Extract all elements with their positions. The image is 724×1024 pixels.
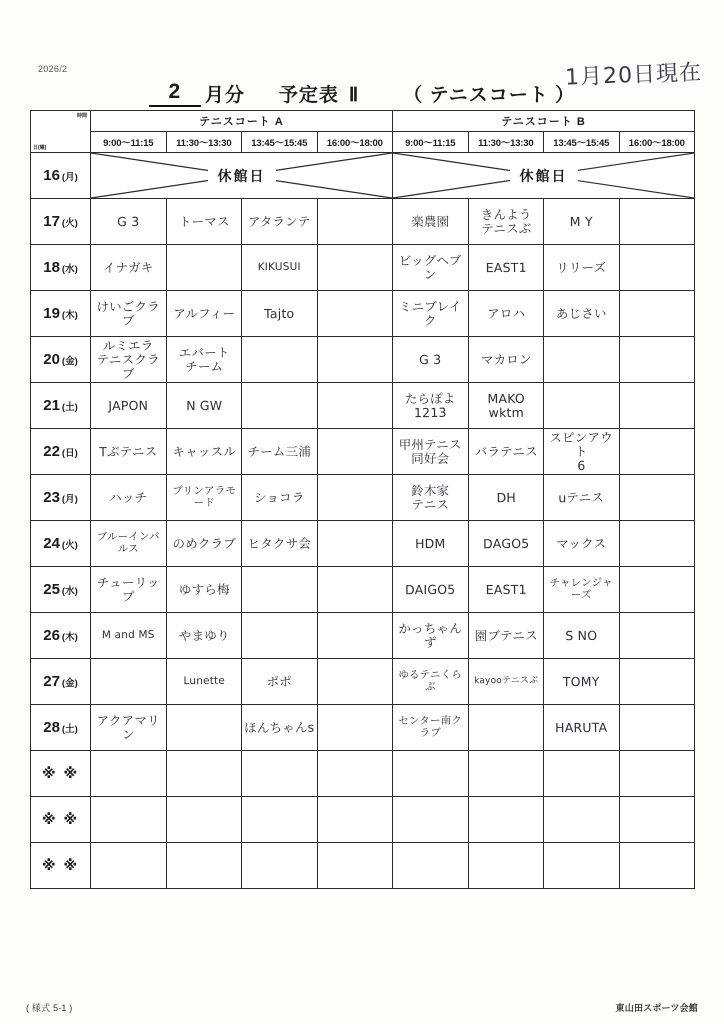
table-row xyxy=(31,337,695,383)
unavailable-slot-cell xyxy=(619,521,695,567)
title-doc-type: 予定表 xyxy=(278,85,339,106)
booking-name: ミニブレイク xyxy=(398,298,462,328)
row-day-of-week: (水) xyxy=(61,586,78,597)
booking-cell xyxy=(242,291,318,337)
booking-name: イナガキ xyxy=(102,259,154,275)
empty-slot-cell xyxy=(544,383,620,429)
booking-name: たらぽよ 1213 xyxy=(404,390,456,420)
unavailable-slot-cell xyxy=(317,797,393,843)
row-day-number: 19 xyxy=(43,305,60,322)
booking-name: アタランテ xyxy=(247,213,311,229)
row-date-cell xyxy=(31,383,91,429)
title-facility-type: （ テニスコート ） xyxy=(403,85,576,106)
slot-header-row xyxy=(31,132,695,153)
booking-name: ルミエラ テニスクラブ xyxy=(96,337,160,381)
row-day-number: 28 xyxy=(43,719,60,736)
row-date-cell xyxy=(31,659,91,705)
booking-cell xyxy=(393,521,469,567)
unavailable-slot-cell xyxy=(91,797,167,843)
booking-cell xyxy=(91,521,167,567)
row-date-cell xyxy=(31,797,91,843)
row-date-cell xyxy=(31,153,91,199)
unavailable-slot-cell xyxy=(317,475,393,521)
booking-cell xyxy=(166,383,242,429)
row-day-number: 20 xyxy=(43,351,60,368)
empty-slot-cell xyxy=(242,337,318,383)
booking-name: 鈴木家 テニス xyxy=(411,482,450,512)
slot-header-b-3: 13:45～15:45 xyxy=(544,132,620,153)
booking-name: N GW xyxy=(185,397,222,413)
booking-name: uテニス xyxy=(558,489,605,505)
booking-cell xyxy=(166,199,242,245)
booking-cell xyxy=(393,705,469,751)
row-mark-symbol: ※ ※ xyxy=(41,811,80,827)
unavailable-slot-cell xyxy=(317,337,393,383)
unavailable-slot-cell xyxy=(619,659,695,705)
booking-cell xyxy=(242,521,318,567)
booking-name: チーム三浦 xyxy=(247,443,312,459)
row-day-of-week: (金) xyxy=(61,678,78,689)
row-day-number: 16 xyxy=(43,167,60,184)
booking-cell xyxy=(393,475,469,521)
unavailable-slot-cell xyxy=(242,797,318,843)
booking-name: S NO xyxy=(565,627,598,643)
booking-cell xyxy=(166,521,242,567)
row-day-of-week: (日) xyxy=(61,448,78,459)
booking-name: プリンアラモード xyxy=(171,484,236,509)
booking-name: きんよう テニスぶ xyxy=(480,206,532,236)
table-row xyxy=(31,567,695,613)
unavailable-slot-cell xyxy=(242,751,318,797)
booking-name: HARUTA xyxy=(555,719,608,735)
booking-name: エバート チーム xyxy=(178,344,230,374)
booking-cell xyxy=(91,613,167,659)
unavailable-slot-cell xyxy=(619,797,695,843)
empty-slot-cell xyxy=(166,705,242,751)
unavailable-slot-cell xyxy=(619,245,695,291)
unavailable-slot-cell xyxy=(619,429,695,475)
form-code: ( 様式 5-1 ) xyxy=(26,1003,73,1013)
booking-cell xyxy=(544,613,620,659)
booking-name: キャッスル xyxy=(171,443,236,459)
schedule-table xyxy=(30,110,695,889)
booking-name: ポポ xyxy=(266,673,293,689)
unavailable-slot-cell xyxy=(317,383,393,429)
booking-name: HDM xyxy=(414,535,446,551)
row-day-of-week: (土) xyxy=(61,724,78,735)
booking-cell xyxy=(166,429,242,475)
booking-cell xyxy=(468,613,544,659)
booking-cell xyxy=(393,383,469,429)
row-date-cell xyxy=(31,245,91,291)
empty-slot-cell xyxy=(242,567,318,613)
row-day-of-week: (水) xyxy=(61,264,78,275)
row-day-of-week: (木) xyxy=(61,310,78,321)
table-row xyxy=(31,475,695,521)
table-row xyxy=(31,613,695,659)
unavailable-slot-cell xyxy=(166,843,242,889)
booking-name: けいごクラブ xyxy=(96,298,160,328)
booking-name: EAST1 xyxy=(485,581,527,597)
closed-day-label: 休館日 xyxy=(208,166,276,186)
row-date-cell xyxy=(31,567,91,613)
slot-header-a-3: 13:45～15:45 xyxy=(242,132,318,153)
empty-slot-cell xyxy=(91,659,167,705)
row-day-number: 27 xyxy=(43,673,60,690)
booking-name: マックス xyxy=(556,535,607,551)
booking-cell xyxy=(544,199,620,245)
booking-name: 楽農園 xyxy=(411,213,450,229)
slot-header-a-4: 16:00～18:00 xyxy=(317,132,393,153)
booking-name: EAST1 xyxy=(485,259,527,275)
empty-slot-cell xyxy=(544,337,620,383)
unavailable-slot-cell xyxy=(317,291,393,337)
booking-cell xyxy=(544,521,620,567)
corner-header-cell xyxy=(31,111,91,153)
booking-cell xyxy=(544,245,620,291)
row-date-cell xyxy=(31,291,91,337)
unavailable-slot-cell xyxy=(91,751,167,797)
booking-cell xyxy=(544,659,620,705)
document-date-stamp: 2026/2 xyxy=(38,64,68,74)
booking-cell xyxy=(393,291,469,337)
table-row xyxy=(31,383,695,429)
unavailable-slot-cell xyxy=(468,751,544,797)
booking-name: Tぶテニス xyxy=(99,443,158,459)
row-day-of-week: (火) xyxy=(61,540,78,551)
booking-name: DAGO5 xyxy=(482,535,529,551)
row-mark-symbol: ※ ※ xyxy=(41,857,80,873)
booking-name: kayooテニスぶ xyxy=(473,676,538,687)
unavailable-slot-cell xyxy=(166,797,242,843)
handwritten-as-of-date: 1月20日現在 xyxy=(564,60,703,91)
booking-name: KIKUSUI xyxy=(257,260,301,273)
booking-name: ヒタクサ会 xyxy=(247,535,312,551)
booking-cell xyxy=(393,659,469,705)
table-header xyxy=(31,111,695,153)
unavailable-slot-cell xyxy=(317,567,393,613)
unavailable-slot-cell xyxy=(317,429,393,475)
unavailable-slot-cell xyxy=(317,659,393,705)
slot-header-a-2: 11:30～13:30 xyxy=(166,132,242,153)
unavailable-slot-cell xyxy=(317,613,393,659)
empty-slot-cell xyxy=(242,613,318,659)
empty-slot-cell xyxy=(242,383,318,429)
table-body xyxy=(31,153,695,889)
booking-cell xyxy=(544,475,620,521)
row-day-of-week: (土) xyxy=(61,402,78,413)
booking-name: スピンアウト 6 xyxy=(549,429,613,473)
row-date-cell xyxy=(31,521,91,567)
unavailable-slot-cell xyxy=(393,797,469,843)
booking-cell xyxy=(91,475,167,521)
table-row xyxy=(31,521,695,567)
booking-name: TOMY xyxy=(562,673,600,689)
table-row xyxy=(31,199,695,245)
row-day-number: 22 xyxy=(43,443,60,460)
table-row xyxy=(31,751,695,797)
title-numeral: Ⅱ xyxy=(348,85,360,106)
title-month-suffix: 月分 xyxy=(204,85,245,106)
booking-cell xyxy=(393,199,469,245)
row-date-cell xyxy=(31,429,91,475)
table-row xyxy=(31,153,695,199)
booking-name: 甲州テニス 同好会 xyxy=(398,436,462,466)
booking-cell xyxy=(468,659,544,705)
booking-name: JAPON xyxy=(108,397,149,413)
booking-name: マカロン xyxy=(480,351,532,367)
booking-name: M Y xyxy=(569,213,593,229)
booking-cell xyxy=(91,337,167,383)
unavailable-slot-cell xyxy=(619,567,695,613)
booking-cell xyxy=(166,567,242,613)
table-row xyxy=(31,429,695,475)
booking-cell xyxy=(544,291,620,337)
empty-slot-cell xyxy=(166,245,242,291)
booking-cell xyxy=(91,245,167,291)
row-date-cell xyxy=(31,199,91,245)
booking-cell xyxy=(166,291,242,337)
booking-cell xyxy=(393,245,469,291)
booking-cell xyxy=(393,613,469,659)
table-row xyxy=(31,659,695,705)
unavailable-slot-cell xyxy=(619,613,695,659)
unavailable-slot-cell xyxy=(544,797,620,843)
court-header-a: テニスコート A xyxy=(91,111,393,132)
slot-header-b-2: 11:30～13:30 xyxy=(468,132,544,153)
row-mark-symbol: ※ ※ xyxy=(41,765,80,781)
unavailable-slot-cell xyxy=(317,705,393,751)
table-row xyxy=(31,291,695,337)
booking-name: M and MS xyxy=(101,628,155,641)
booking-cell xyxy=(468,429,544,475)
booking-cell xyxy=(468,337,544,383)
row-day-number: 17 xyxy=(43,213,60,230)
booking-cell xyxy=(468,475,544,521)
closed-day-cell-a xyxy=(91,153,393,199)
unavailable-slot-cell xyxy=(619,475,695,521)
row-day-of-week: (月) xyxy=(61,494,78,505)
unavailable-slot-cell xyxy=(544,843,620,889)
booking-name: DAIGO5 xyxy=(405,581,456,597)
slot-header-b-4: 16:00～18:00 xyxy=(619,132,695,153)
row-date-cell xyxy=(31,475,91,521)
booking-cell xyxy=(166,337,242,383)
booking-cell xyxy=(544,429,620,475)
row-day-of-week: (木) xyxy=(61,632,78,643)
booking-name: G 3 xyxy=(117,213,140,229)
table-row xyxy=(31,843,695,889)
booking-cell xyxy=(91,291,167,337)
table-row xyxy=(31,705,695,751)
booking-cell xyxy=(166,475,242,521)
row-day-of-week: (月) xyxy=(61,172,78,183)
row-day-number: 21 xyxy=(43,397,60,414)
row-date-cell xyxy=(31,613,91,659)
row-day-number: 26 xyxy=(43,627,60,644)
booking-cell xyxy=(242,429,318,475)
row-day-of-week: (金) xyxy=(61,356,78,367)
booking-name: ブルーインパルス xyxy=(96,530,160,555)
booking-name: ゆすら梅 xyxy=(178,581,230,597)
booking-name: Lunette xyxy=(182,674,225,687)
booking-cell xyxy=(166,613,242,659)
unavailable-slot-cell xyxy=(619,705,695,751)
unavailable-slot-cell xyxy=(242,843,318,889)
row-day-of-week: (火) xyxy=(61,218,78,229)
closed-day-cell-b xyxy=(393,153,695,199)
booking-name: 園ブテニス xyxy=(474,627,538,643)
booking-cell xyxy=(468,291,544,337)
row-day-number: 25 xyxy=(43,581,60,598)
booking-name: のめクラブ xyxy=(171,535,236,551)
unavailable-slot-cell xyxy=(91,843,167,889)
row-day-number: 18 xyxy=(43,259,60,276)
unavailable-slot-cell xyxy=(619,843,695,889)
booking-name: ほんちゃんs xyxy=(244,719,315,735)
table-row xyxy=(31,245,695,291)
corner-day-label: 日(曜) xyxy=(33,145,47,151)
facility-name: 東山田スポーツ会館 xyxy=(615,1003,698,1013)
table-row xyxy=(31,797,695,843)
booking-cell xyxy=(91,383,167,429)
unavailable-slot-cell xyxy=(619,383,695,429)
court-header-row xyxy=(31,111,695,132)
unavailable-slot-cell xyxy=(317,199,393,245)
booking-cell xyxy=(393,337,469,383)
booking-name: ゆるテニくらぶ xyxy=(398,668,463,693)
unavailable-slot-cell xyxy=(317,521,393,567)
booking-cell xyxy=(91,567,167,613)
booking-name: ショコラ xyxy=(253,489,305,505)
unavailable-slot-cell xyxy=(393,843,469,889)
booking-cell xyxy=(242,705,318,751)
unavailable-slot-cell xyxy=(544,751,620,797)
booking-name: ハッチ xyxy=(109,489,148,505)
booking-name: アクアマリン xyxy=(96,712,160,742)
booking-cell xyxy=(393,429,469,475)
page-title xyxy=(0,80,724,107)
booking-cell xyxy=(166,659,242,705)
booking-name: トーマス xyxy=(178,213,230,229)
booking-name: やまゆり xyxy=(178,627,230,643)
row-day-number: 23 xyxy=(43,489,60,506)
booking-name: Tajto xyxy=(264,305,295,321)
booking-name: あじさい xyxy=(555,305,607,321)
booking-name: DH xyxy=(495,489,516,505)
unavailable-slot-cell xyxy=(166,751,242,797)
booking-cell xyxy=(468,199,544,245)
closed-day-label: 休館日 xyxy=(510,166,578,186)
booking-cell xyxy=(544,567,620,613)
unavailable-slot-cell xyxy=(317,843,393,889)
court-header-b: テニスコート B xyxy=(393,111,695,132)
booking-cell xyxy=(242,475,318,521)
booking-name: チャレンジャーズ xyxy=(549,576,613,601)
unavailable-slot-cell xyxy=(317,245,393,291)
booking-name: ビッグヘブン xyxy=(398,252,462,282)
booking-cell xyxy=(91,705,167,751)
booking-cell xyxy=(242,245,318,291)
booking-name: G 3 xyxy=(419,351,442,367)
unavailable-slot-cell xyxy=(619,199,695,245)
unavailable-slot-cell xyxy=(619,751,695,797)
booking-cell xyxy=(393,567,469,613)
row-date-cell xyxy=(31,751,91,797)
unavailable-slot-cell xyxy=(619,291,695,337)
unavailable-slot-cell xyxy=(468,797,544,843)
unavailable-slot-cell xyxy=(619,337,695,383)
booking-cell xyxy=(468,383,544,429)
booking-name: チューリップ xyxy=(96,574,160,604)
booking-name: MAKO wktm xyxy=(486,390,525,420)
booking-cell xyxy=(468,245,544,291)
booking-name: アルフィー xyxy=(172,305,235,321)
slot-header-b-1: 9:00～11:15 xyxy=(393,132,469,153)
booking-name: バラテニス xyxy=(474,443,538,459)
booking-cell xyxy=(242,199,318,245)
title-month-value: 2 xyxy=(149,80,201,107)
row-day-number: 24 xyxy=(43,535,60,552)
booking-cell xyxy=(91,429,167,475)
booking-cell xyxy=(468,521,544,567)
row-date-cell xyxy=(31,843,91,889)
slot-header-a-1: 9:00～11:15 xyxy=(91,132,167,153)
empty-slot-cell xyxy=(468,705,544,751)
unavailable-slot-cell xyxy=(468,843,544,889)
unavailable-slot-cell xyxy=(317,751,393,797)
corner-time-label: 時間 xyxy=(76,113,87,119)
row-date-cell xyxy=(31,705,91,751)
unavailable-slot-cell xyxy=(393,751,469,797)
booking-cell xyxy=(544,705,620,751)
row-date-cell xyxy=(31,337,91,383)
booking-cell xyxy=(468,567,544,613)
booking-name: かっちゃんず xyxy=(398,620,462,650)
booking-name: アロハ xyxy=(486,305,525,321)
booking-cell xyxy=(242,659,318,705)
booking-cell xyxy=(91,199,167,245)
booking-name: リリーズ xyxy=(556,259,607,275)
booking-name: センター南クラブ xyxy=(398,714,463,739)
